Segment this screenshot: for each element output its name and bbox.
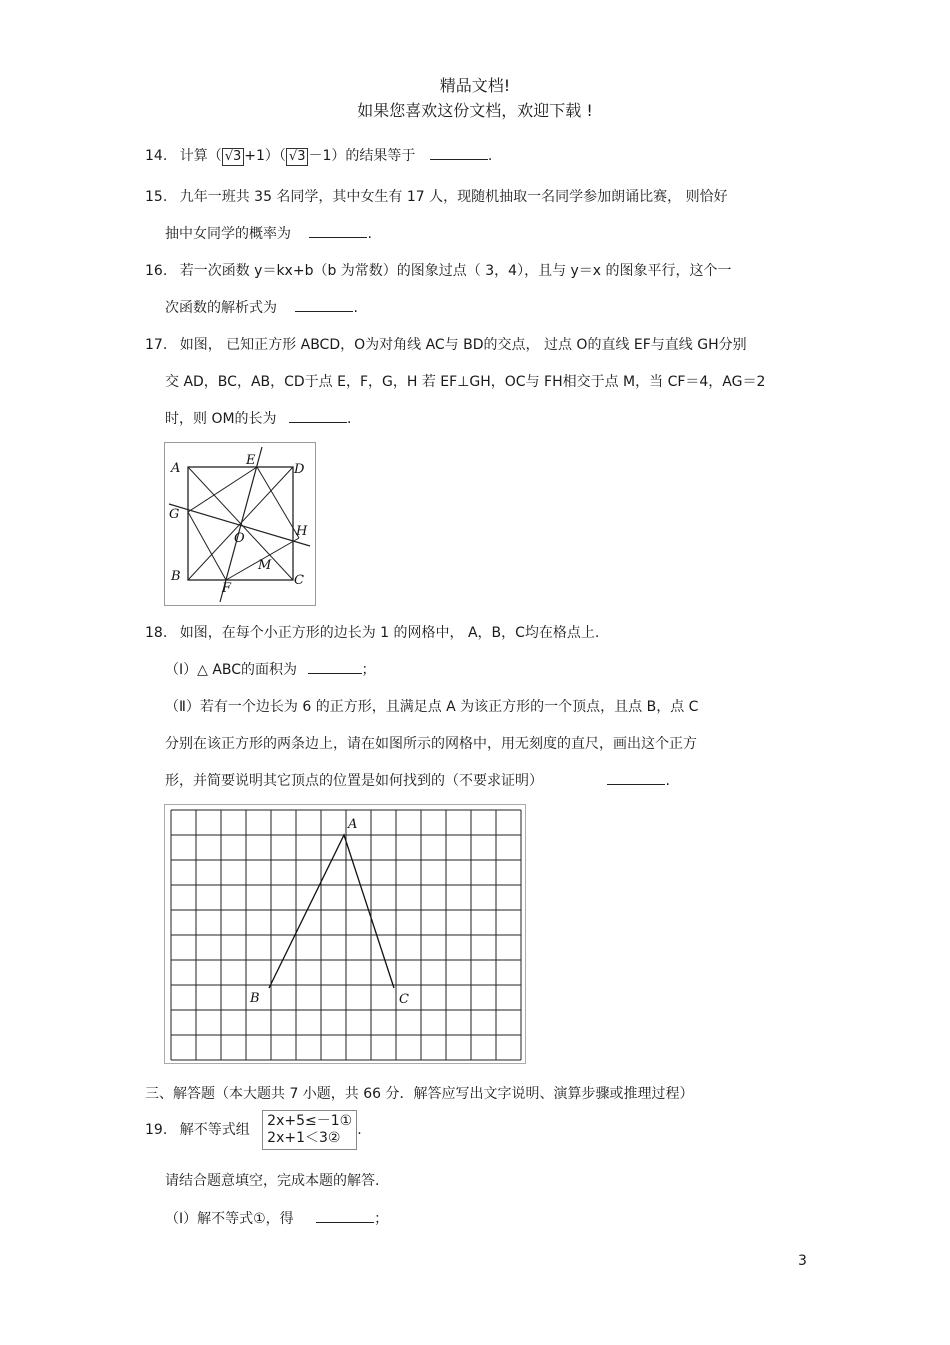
question-17-line2: 交 AD，BC，AB，CD于点 E，F，G，H 若 EF⊥GH，OC与 FH相交于点 M，当 CF＝4，AG＝2 <box>165 374 766 390</box>
label-b: B <box>250 991 260 1006</box>
q17-text: 如图， 已知正方形 ABCD，O为对角线 AC与 BD的交点， 过点 O的直线 EF与直线 GH分别 <box>179 337 747 353</box>
q15-text: 九年一班共 35 名同学，其中女生有 17 人，现随机抽取一名同学参加朗诵比赛， 则恰好 <box>179 189 728 205</box>
q15-post: . <box>367 226 372 242</box>
q16-text2: 次函数的解析式为 <box>165 300 277 316</box>
question-15-line1 <box>145 186 728 206</box>
answer-blank[interactable] <box>316 1208 374 1223</box>
label-f: F <box>222 581 232 596</box>
sqrt3-term: √3 <box>286 148 309 166</box>
q16-text: 若一次函数 y＝kx+b（b 为常数）的图象过点（ 3，4），且与 y＝x 的图象平行，这个一 <box>179 263 732 279</box>
answer-blank[interactable] <box>607 770 665 785</box>
triangle-abc <box>269 835 394 988</box>
q18-part2-text3: 形，并简要说明其它顶点的位置是如何找到的（不要求证明） <box>165 773 543 789</box>
q18-part1-post: ； <box>361 662 376 678</box>
q14-pre: 计算（ <box>179 148 222 164</box>
q19-part1 <box>165 1208 388 1228</box>
label-a: A <box>348 817 358 832</box>
inequality-1: 2x+5≤－1① <box>267 1113 353 1129</box>
q17-post: . <box>347 411 352 427</box>
question-number: 14. <box>145 148 168 164</box>
q18-text: 如图，在每个小正方形的边长为 1 的网格中， A，B，C均在格点上. <box>179 625 600 641</box>
answer-blank[interactable] <box>430 145 488 160</box>
question-number: 18. <box>145 625 168 641</box>
label-d: D <box>294 462 305 477</box>
label-m: M <box>258 558 272 573</box>
inequality-2: 2x+1＜3② <box>267 1130 341 1146</box>
question-14 <box>145 145 492 166</box>
q19-part1-post: ； <box>374 1211 389 1227</box>
question-number: 15. <box>145 189 168 205</box>
q15-text2: 抽中女同学的概率为 <box>165 226 291 242</box>
square-figure <box>164 442 316 606</box>
q17-text3: 时，则 OM的长为 <box>165 411 277 427</box>
question-18-part2-line3 <box>165 770 670 790</box>
q19-post: . <box>357 1122 362 1138</box>
q14-mid1: +1）（ <box>244 148 286 164</box>
question-number: 19. <box>145 1122 168 1138</box>
question-16-line1 <box>145 260 732 280</box>
inequality-system <box>262 1110 357 1150</box>
label-b: B <box>171 569 181 584</box>
section-3-heading: 三、解答题（本大题共 7 小题，共 66 分．解答应写出文字说明、演算步骤或推理过程） <box>145 1086 694 1102</box>
question-19 <box>145 1110 362 1150</box>
question-number: 16. <box>145 263 168 279</box>
question-18-part2-line2: 分别在该正方形的两条边上，请在如图所示的网格中，用无刻度的直尺，画出这个正方 <box>165 736 697 752</box>
question-17-line3 <box>165 408 351 428</box>
answer-blank[interactable] <box>309 223 367 238</box>
q14-post: . <box>487 148 493 164</box>
label-h: H <box>296 524 308 539</box>
label-c: C <box>294 573 304 588</box>
label-g: G <box>169 507 180 522</box>
segment-gf <box>188 512 226 580</box>
question-17-line1 <box>145 334 747 354</box>
header-line1: 精品文档! <box>439 76 511 95</box>
label-o: O <box>234 531 245 546</box>
q18-post: . <box>665 773 670 789</box>
answer-blank[interactable] <box>295 297 353 312</box>
question-16-line2 <box>165 297 358 317</box>
line-ef <box>220 447 262 602</box>
question-18-part1 <box>165 659 376 679</box>
label-a: A <box>171 461 181 476</box>
question-number: 17. <box>145 337 168 353</box>
label-c: C <box>399 992 409 1007</box>
q14-mid2: －1）的结果等于 <box>308 148 416 164</box>
q16-post: . <box>353 300 358 316</box>
q19-pre: 解不等式组 <box>179 1122 250 1138</box>
label-e: E <box>246 453 256 468</box>
answer-blank[interactable] <box>289 408 347 423</box>
question-18-line1 <box>145 622 599 642</box>
grid-figure <box>164 804 526 1064</box>
question-18-part2-line1: （Ⅱ）若有一个边长为 6 的正方形，且满足点 A 为该正方形的一个顶点，且点 B，点 C <box>165 699 699 715</box>
q19-instruction: 请结合题意填空，完成本题的解答. <box>165 1173 380 1189</box>
grid-lines <box>171 810 521 1060</box>
page-number: 3 <box>798 1253 807 1269</box>
answer-blank[interactable] <box>308 659 362 674</box>
q18-part1-text: （Ⅰ）△ ABC的面积为 <box>165 662 298 678</box>
q19-part1-text: （Ⅰ）解不等式①，得 <box>165 1211 294 1227</box>
header-line2: 如果您喜欢这份文档，欢迎下载 ! <box>357 101 593 120</box>
question-15-line2 <box>165 223 372 243</box>
sqrt3-term: √3 <box>222 148 245 166</box>
